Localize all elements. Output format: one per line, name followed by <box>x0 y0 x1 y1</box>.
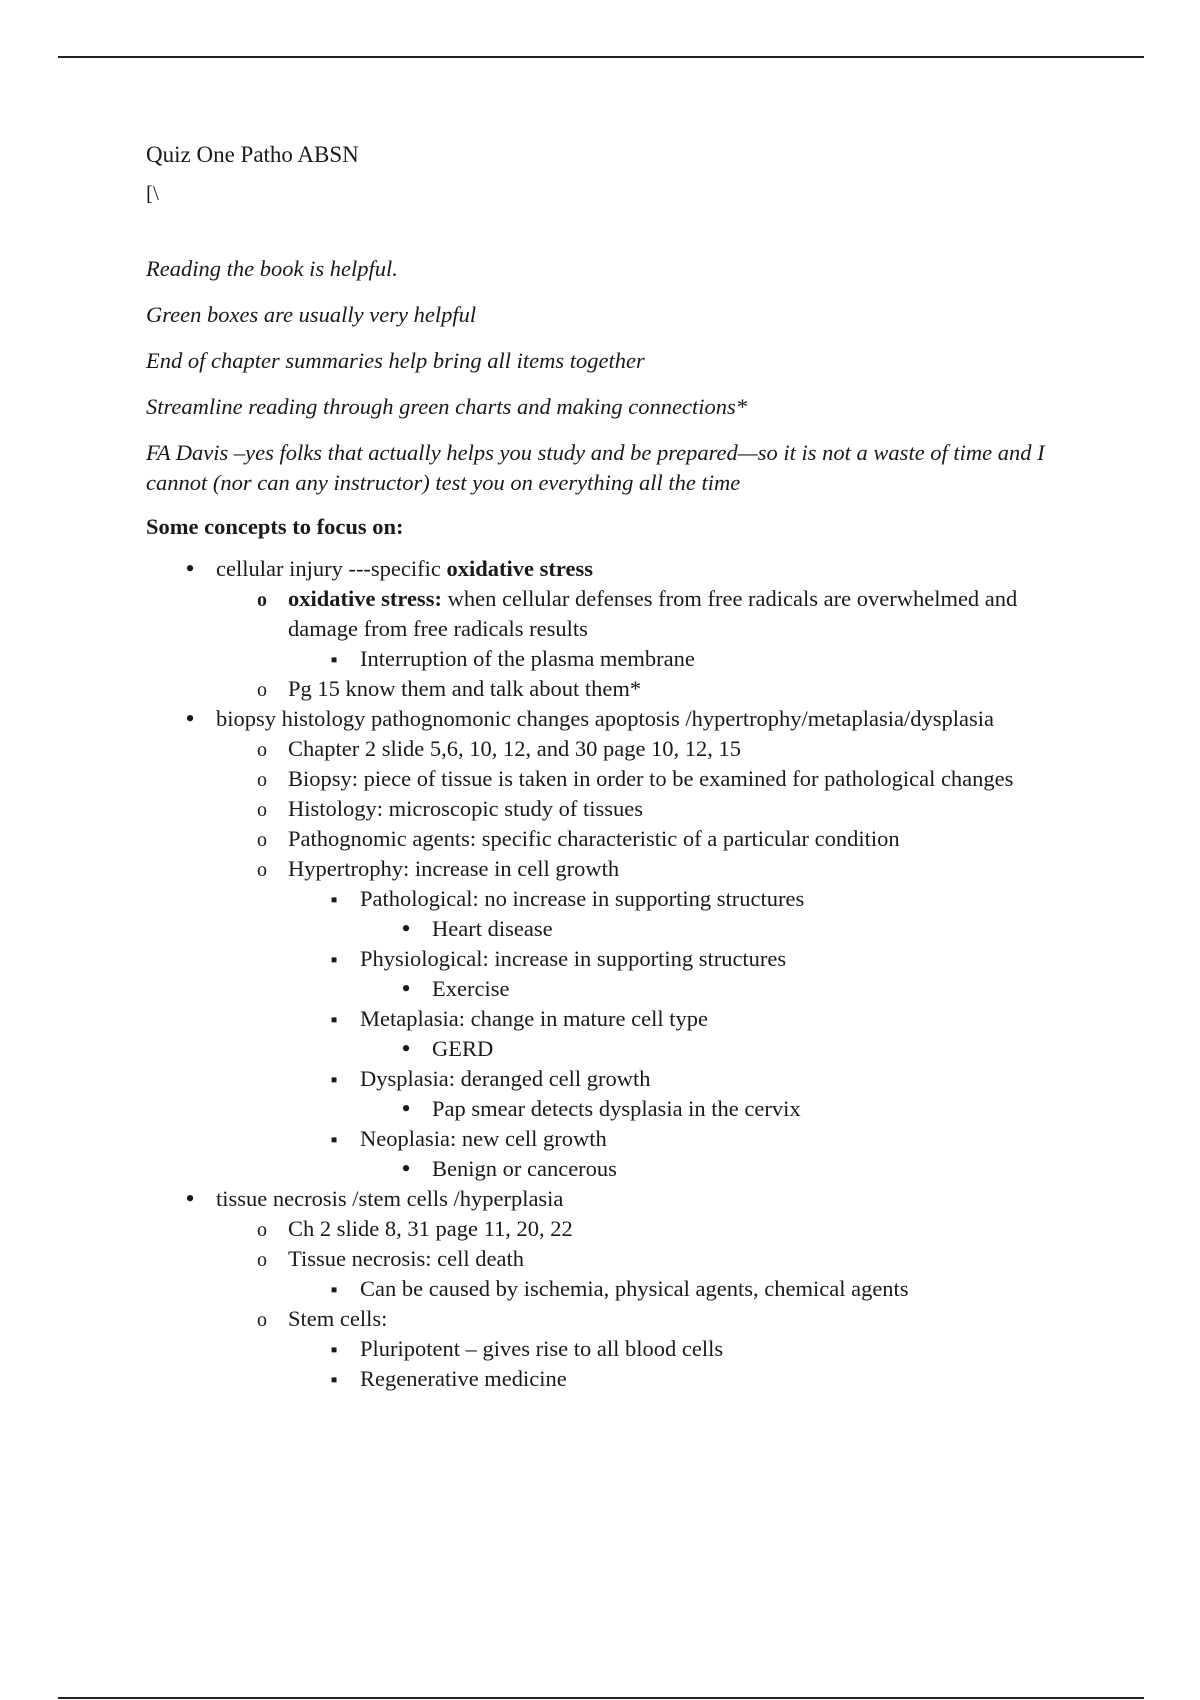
sublist <box>288 1334 1086 1394</box>
sublist <box>216 734 1086 1184</box>
list-item <box>288 1064 1086 1124</box>
list-item <box>216 1244 1086 1304</box>
item-text: Benign or cancerous <box>432 1156 617 1181</box>
list-item <box>216 854 1086 1184</box>
item-text: Can be caused by ischemia, physical agents, chemical agents <box>360 1276 909 1301</box>
sublist <box>216 584 1086 704</box>
sublist <box>360 1094 1086 1124</box>
item-text: Neoplasia: new cell growth <box>360 1126 607 1151</box>
bullet-square-icon <box>324 1004 344 1035</box>
item-text: Biopsy: piece of tissue is taken in order to be examined for pathological changes <box>288 766 1014 791</box>
bullet-square-icon <box>324 944 344 975</box>
bottom-rule <box>58 1697 1144 1699</box>
list-item <box>216 734 1086 764</box>
bullet-circle-icon <box>252 764 272 795</box>
list-item <box>288 1004 1086 1064</box>
bullet-circle-icon <box>252 854 272 885</box>
sublist <box>360 974 1086 1004</box>
list-item <box>144 1184 1086 1394</box>
bullet-disc-icon <box>396 1154 416 1185</box>
bullet-circle-icon <box>252 584 272 615</box>
item-text: Pg 15 know them and talk about them* <box>288 676 642 701</box>
concept-list <box>144 554 1086 1394</box>
item-text: Exercise <box>432 976 510 1001</box>
topic-text: tissue necrosis /stem cells /hyperplasia <box>216 1186 564 1211</box>
item-text: Hypertrophy: increase in cell growth <box>288 856 620 881</box>
bullet-square-icon <box>324 884 344 915</box>
list-item <box>360 914 1086 944</box>
item-text: Pap smear detects dysplasia in the cervix <box>432 1096 801 1121</box>
item-text: Histology: microscopic study of tissues <box>288 796 643 821</box>
bullet-disc-icon <box>180 554 200 585</box>
bullet-circle-icon <box>252 1244 272 1275</box>
item-text: Ch 2 slide 8, 31 page 11, 20, 22 <box>288 1216 573 1241</box>
sublist <box>288 644 1086 674</box>
bullet-circle-icon <box>252 824 272 855</box>
tip-4: Streamline reading through green charts and making connections* <box>146 394 747 419</box>
list-item <box>144 704 1086 1184</box>
sublist <box>360 914 1086 944</box>
list-item <box>216 824 1086 854</box>
item-text: Pathognomic agents: specific characteristic of a particular condition <box>288 826 900 851</box>
list-item <box>288 944 1086 1004</box>
document-title: Quiz One Patho ABSN <box>146 142 359 167</box>
list-item <box>360 1034 1086 1064</box>
item-text: Interruption of the plasma membrane <box>360 646 695 671</box>
list-item <box>288 1334 1086 1364</box>
bullet-disc-icon <box>396 914 416 945</box>
bullet-square-icon <box>324 644 344 675</box>
bullet-square-icon <box>324 1364 344 1395</box>
tip-3: End of chapter summaries help bring all items together <box>146 348 645 373</box>
list-item <box>144 554 1086 704</box>
item-text: Stem cells: <box>288 1306 388 1331</box>
bullet-circle-icon <box>252 734 272 765</box>
list-item <box>360 974 1086 1004</box>
sublist <box>288 1274 1086 1304</box>
section-heading: Some concepts to focus on: <box>146 514 404 539</box>
tip-1: Reading the book is helpful. <box>146 256 398 281</box>
item-text: Pluripotent – gives rise to all blood cells <box>360 1336 724 1361</box>
bullet-circle-icon <box>252 1214 272 1245</box>
list-item <box>216 794 1086 824</box>
bullet-square-icon <box>324 1274 344 1305</box>
item-text: GERD <box>432 1036 494 1061</box>
list-item <box>288 1124 1086 1184</box>
list-item <box>216 674 1086 704</box>
item-text: Pathological: no increase in supporting structures <box>360 886 805 911</box>
list-item <box>288 884 1086 944</box>
bullet-circle-icon <box>252 674 272 705</box>
sublist <box>360 1154 1086 1184</box>
list-item <box>216 764 1086 794</box>
item-text: Metaplasia: change in mature cell type <box>360 1006 708 1031</box>
topic-text: cellular injury ---specific <box>216 556 447 581</box>
item-text: Heart disease <box>432 916 553 941</box>
item-text: Physiological: increase in supporting structures <box>360 946 787 971</box>
stray-characters: [\ <box>146 181 159 205</box>
sublist <box>360 1034 1086 1064</box>
list-item <box>216 1304 1086 1394</box>
bullet-disc-icon <box>396 1034 416 1065</box>
item-text: Regenerative medicine <box>360 1366 567 1391</box>
tip-2: Green boxes are usually very helpful <box>146 302 477 327</box>
top-rule <box>58 56 1144 58</box>
sublist <box>216 1214 1086 1394</box>
item-text: Tissue necrosis: cell death <box>288 1246 525 1271</box>
term-bold: oxidative stress: <box>288 586 442 611</box>
list-item <box>288 1274 1086 1304</box>
bullet-disc-icon <box>180 704 200 735</box>
list-item <box>216 584 1086 674</box>
bullet-square-icon <box>324 1064 344 1095</box>
bullet-circle-icon <box>252 794 272 825</box>
tip-5: FA Davis –yes folks that actually helps you study and be prepared—so it is not a waste of time and I cannot (nor can any instructor) test you on everything all the time <box>146 440 1045 495</box>
list-item <box>216 1214 1086 1244</box>
bullet-square-icon <box>324 1124 344 1155</box>
item-text: Dysplasia: deranged cell growth <box>360 1066 651 1091</box>
document-body <box>146 140 1086 1394</box>
bullet-disc-icon <box>396 1094 416 1125</box>
bullet-disc-icon <box>180 1184 200 1215</box>
list-item <box>360 1154 1086 1184</box>
topic-text: biopsy histology pathognomonic changes apoptosis /hypertrophy/metaplasia/dysplasia <box>216 706 995 731</box>
list-item <box>288 1364 1086 1394</box>
sublist <box>288 884 1086 1184</box>
bullet-square-icon <box>324 1334 344 1365</box>
list-item <box>288 644 1086 674</box>
item-text: Chapter 2 slide 5,6, 10, 12, and 30 page 10, 12, 15 <box>288 736 742 761</box>
term-definition: when cellular defenses from free radicals are overwhelmed and damage from free radicals results <box>288 586 1018 641</box>
bullet-circle-icon <box>252 1304 272 1335</box>
topic-bold: oxidative stress <box>446 556 593 581</box>
study-tips <box>146 254 1086 498</box>
bullet-disc-icon <box>396 974 416 1005</box>
list-item <box>360 1094 1086 1124</box>
